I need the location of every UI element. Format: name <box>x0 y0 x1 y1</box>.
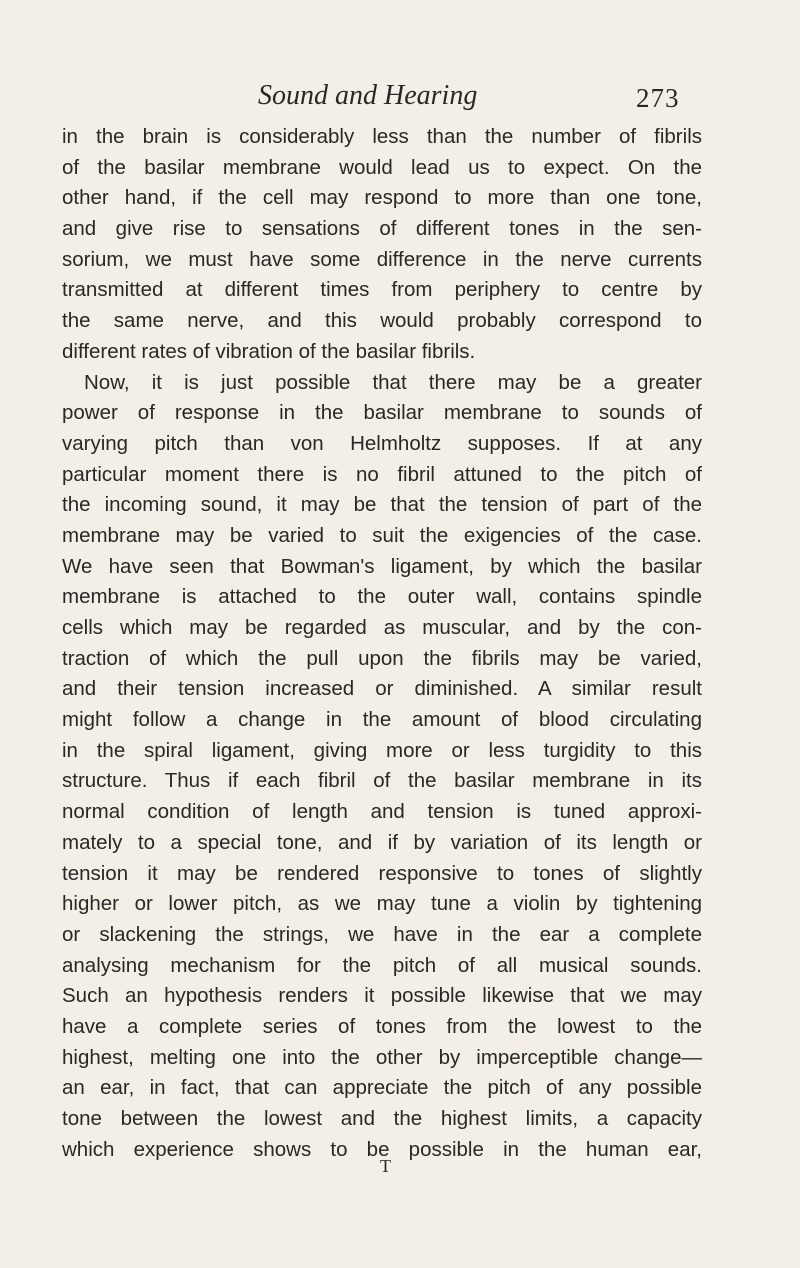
text-line: traction of which the pull upon the fibrils may be varied, <box>62 646 702 670</box>
text-line: analysing mechanism for the pitch of all musical sounds. <box>62 953 702 977</box>
text-line: tension it may be rendered responsive to tones of slightly <box>62 861 702 885</box>
text-line: particular moment there is no fibril attuned to the pitch of <box>62 462 702 486</box>
text-line: tone between the lowest and the highest limits, a capacity <box>62 1107 702 1130</box>
text-line: have a complete series of tones from the lowest to the <box>62 1014 702 1038</box>
text-line: and give rise to sensations of different tones in the sen- <box>62 217 702 241</box>
running-head <box>0 76 800 120</box>
text-line: We have seen that Bowman's ligament, by which the basilar <box>62 554 702 578</box>
text-line: higher or lower pitch, as we may tune a violin by tightening <box>62 892 702 916</box>
text-line: Now, it is just possible that there may be a greater <box>84 370 702 394</box>
text-line: or slackening the strings, we have in the ear a complete <box>62 922 702 946</box>
text-line: the incoming sound, it may be that the tension of part of the <box>62 493 702 517</box>
text-line: in the spiral ligament, giving more or less turgidity to this <box>62 738 702 762</box>
text-line: membrane is attached to the outer wall, contains spindle <box>62 585 702 609</box>
signature-mark: T <box>380 1156 391 1176</box>
text-line: membrane may be varied to suit the exigencies of the case. <box>62 523 702 547</box>
text-line: cells which may be regarded as muscular, and by the con- <box>62 616 702 639</box>
text-line: might follow a change in the amount of blood circulating <box>62 708 702 732</box>
text-line: normal condition of length and tension is tuned approxi- <box>62 800 702 824</box>
text-line: other hand, if the cell may respond to more than one tone, <box>62 186 702 210</box>
text-line: Such an hypothesis renders it possible likewise that we may <box>62 984 702 1008</box>
text-line: in the brain is considerably less than the number of fibrils <box>62 125 702 148</box>
text-line: and their tension increased or diminished. A similar result <box>62 677 702 701</box>
text-line: of the basilar membrane would lead us to expect. On the <box>62 155 702 179</box>
text-line: power of response in the basilar membrane to sounds of <box>62 401 702 425</box>
text-line: which experience shows to be possible in the human ear, <box>62 1137 702 1161</box>
text-line: different rates of vibration of the basilar fibrils. <box>62 339 476 363</box>
text-line: structure. Thus if each fibril of the basilar membrane in its <box>62 769 702 793</box>
signature-area <box>0 1152 800 1182</box>
text-line: the same nerve, and this would probably correspond to <box>62 309 702 333</box>
text-line: highest, melting one into the other by imperceptible change— <box>62 1045 702 1069</box>
text-line: sorium, we must have some difference in the nerve currents <box>62 247 702 271</box>
text-line: an ear, in fact, that can appreciate the pitch of any possible <box>62 1076 702 1100</box>
running-title: Sound and Hearing <box>258 80 478 111</box>
text-line: varying pitch than von Helmholtz supposes. If at any <box>62 431 702 455</box>
text-line: transmitted at different times from periphery to centre by <box>62 278 702 302</box>
text-line: mately to a special tone, and if by variation of its length or <box>62 830 702 854</box>
body-text <box>62 122 702 1165</box>
page-number: 273 <box>636 83 680 113</box>
